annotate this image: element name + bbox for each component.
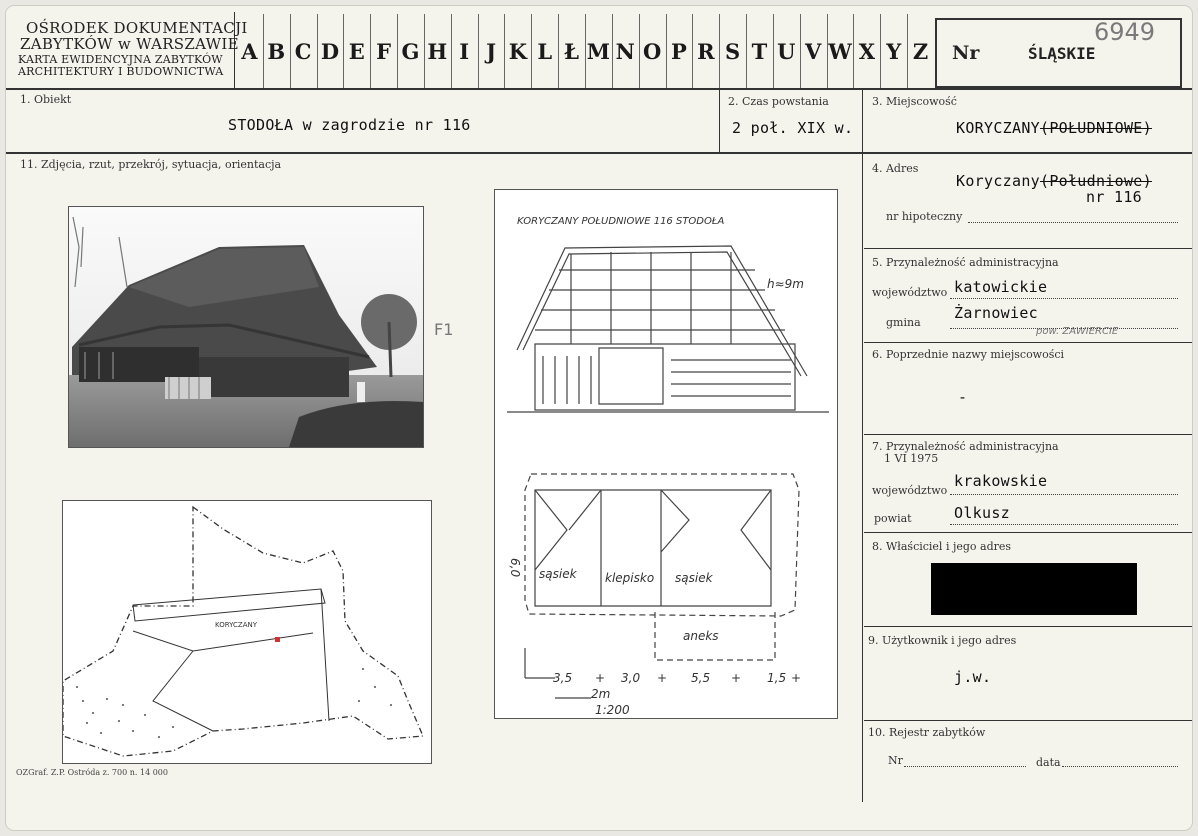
index-letter: J: [486, 38, 496, 64]
gmina-label: gmina: [886, 316, 921, 329]
index-letter: Ł: [564, 38, 580, 64]
dimension: 5,5: [691, 671, 711, 685]
dimension: +: [731, 671, 742, 685]
map-village-label: KORYCZANY: [215, 621, 258, 629]
index-letter: X: [858, 38, 876, 64]
index-letter: Z: [912, 38, 929, 64]
scale-label: 1:200: [595, 703, 630, 717]
przynaleznosc1975-date: 1 VI 1975: [884, 452, 939, 465]
miejscowosc-name: KORYCZANY: [956, 119, 1040, 137]
czas-label: 2. Czas powstania: [728, 95, 829, 108]
gmina-value: Żarnowiec: [954, 304, 1038, 322]
nr-label: Nr: [952, 42, 980, 64]
side-dimension: 6,0: [508, 558, 522, 578]
dimension: +: [657, 671, 668, 685]
poprzednie-label: 6. Poprzednie nazwy miejscowości: [872, 348, 1065, 361]
index-letter: T: [751, 38, 768, 64]
room-label: klepisko: [605, 571, 655, 585]
index-letter: G: [401, 38, 420, 64]
dimension: 1,5: [767, 671, 787, 685]
dimension: 3,5: [553, 671, 573, 685]
institution-line2: ZABYTKÓW w WARSZAWIE: [20, 35, 239, 53]
index-letter: F: [376, 38, 392, 64]
index-letter: A: [241, 38, 258, 64]
czas-value: 2 poł. XIX w.: [732, 119, 854, 137]
poprzednie-value: -: [958, 388, 968, 406]
wlasciciel-label: 8. Właściciel i jego adres: [872, 540, 1012, 553]
index-letter: E: [348, 38, 365, 64]
index-letter: K: [508, 38, 527, 64]
powiat-note: pow. ZAWIERCIE: [1036, 326, 1119, 337]
barn-photo: [68, 206, 424, 448]
card-type-line1: KARTA EWIDENCYJNA ZABYTKÓW: [18, 53, 223, 66]
hipoteczny-label: nr hipoteczny: [886, 210, 963, 223]
przynaleznosc1975-label: 7. Przynależność administracyjna: [872, 440, 1059, 453]
index-letter: M: [586, 38, 611, 64]
obiekt-label: 1. Obiekt: [20, 93, 72, 106]
index-letter: C: [294, 38, 312, 64]
drawing-panel: [494, 189, 838, 719]
powiat-value: Olkusz: [954, 504, 1010, 522]
index-letter: U: [777, 38, 796, 64]
situation-map: [62, 500, 432, 764]
wojewodztwo-value: katowickie: [954, 278, 1048, 296]
miejscowosc-label: 3. Miejscowość: [872, 95, 957, 108]
index-letter: R: [697, 38, 715, 64]
printer-note: OZGraf. Z.P. Ostróda z. 700 n. 14 000: [16, 768, 168, 777]
index-letter: N: [615, 38, 635, 64]
institution-line1: OŚRODEK DOKUMENTACJI: [26, 19, 248, 37]
adres-label: 4. Adres: [872, 162, 919, 175]
powiat-label: powiat: [874, 512, 912, 525]
rejestr-data-label: data: [1036, 756, 1061, 769]
wojewodztwo1975-value: krakowskie: [954, 472, 1048, 490]
index-letter: W: [828, 38, 852, 64]
card-type-line2: ARCHITEKTURY I BUDOWNICTWA: [18, 65, 224, 78]
index-letter: P: [671, 38, 687, 64]
adres-struck: (Południowe): [1039, 172, 1152, 190]
f1-mark: F1: [434, 320, 454, 339]
wojewodztwo-label: województwo: [872, 286, 948, 299]
index-letter: I: [459, 38, 470, 64]
index-letter: L: [537, 38, 553, 64]
room-label: sąsiek: [675, 571, 713, 585]
dimension: 3,0: [621, 671, 641, 685]
rejestr-label: 10. Rejestr zabytków: [868, 726, 986, 739]
index-letter: H: [427, 38, 448, 64]
drawing-title: KORYCZANY POŁUDNIOWE 116 STODOŁA: [517, 216, 725, 227]
room-label: aneks: [683, 629, 719, 643]
handwritten-number: 6949: [1094, 18, 1156, 46]
room-label: sąsiek: [539, 567, 577, 581]
height-note: h≈9m: [767, 277, 804, 291]
index-letter: D: [320, 38, 340, 64]
index-letter: S: [725, 38, 741, 64]
dimension: +: [791, 671, 802, 685]
uzytkownik-label: 9. Użytkownik i jego adres: [868, 634, 1017, 647]
index-letter: O: [642, 38, 662, 64]
scale-bar-label: 2m: [591, 687, 611, 701]
miejscowosc-value: [956, 119, 1152, 137]
obiekt-value: STODOŁA w zagrodzie nr 116: [228, 116, 471, 134]
dimension: +: [595, 671, 606, 685]
adres-line2: nr 116: [1086, 188, 1142, 206]
przynaleznosc-label: 5. Przynależność administracyjna: [872, 256, 1059, 269]
adres-village: Koryczany: [956, 172, 1040, 190]
redacted-owner: [931, 563, 1137, 615]
index-letter: Y: [886, 38, 902, 64]
index-letter: V: [805, 38, 822, 64]
uzytkownik-value: j.w.: [954, 668, 992, 686]
index-letter: B: [267, 38, 286, 64]
region-value: ŚLĄSKIE: [1028, 44, 1096, 63]
miejscowosc-struck: (POŁUDNIOWE): [1039, 119, 1152, 137]
rejestr-nr-label: Nr: [888, 754, 903, 767]
wojewodztwo1975-label: województwo: [872, 484, 948, 497]
record-card: [6, 6, 1192, 830]
zdjecia-label: 11. Zdjęcia, rzut, przekrój, sytuacja, orientacja: [20, 158, 282, 171]
